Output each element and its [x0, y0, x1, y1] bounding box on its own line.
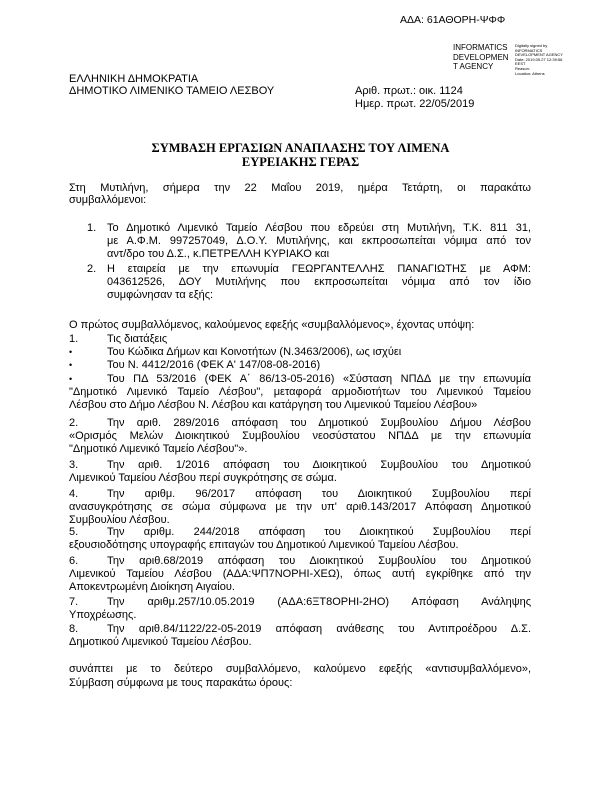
consideration-line: Του Ν. 4412/2016 (ΦΕΚ Α' 147/08-08-2016) — [107, 359, 321, 371]
consideration-line: Δημοτικού Λιμενικού Ταμείου Λέσβου. — [69, 636, 252, 648]
consideration-marker: 6. — [69, 555, 79, 567]
party-line: Η εταιρεία με την επωνυμία ΓΕΩΡΓΑΝΤΕΛΛΗΣ ΠΑΝΑΓΙΩΤΗΣ με ΑΦΜ: — [107, 263, 531, 275]
consideration-line: Την αριθμ. 96/2017 απόφαση του Διοικητικού Συμβουλίου περί — [107, 488, 531, 500]
stamp-agency-line: DEVELOPMEN — [453, 52, 509, 62]
ada-code: ΑΔΑ: 61ΑΘΟΡΗ-ΨΦΦ — [400, 14, 506, 26]
contract-title-line-1: ΣΥΜΒΑΣΗ ΕΡΓΑΣΙΩΝ ΑΝΑΠΛΑΣΗΣ ΤΟΥ ΛΙΜΕΝΑ — [151, 141, 450, 155]
closing-line: Σύμβαση σύμφωνα με τους παρακάτω όρους: — [69, 677, 293, 689]
party-number: 1. — [87, 222, 97, 234]
bullet-icon: • — [69, 347, 73, 357]
stamp-agency-line: T AGENCY — [453, 62, 494, 71]
stamp-detail-line: INFORMATICS DEVELOPMENT AGENCY — [515, 47, 563, 58]
consideration-marker: 5. — [69, 526, 79, 538]
digital-signature-stamp — [453, 43, 563, 83]
consideration-marker: 3. — [69, 459, 79, 471]
consideration-marker: 1. — [69, 333, 79, 345]
party-line: αντ/δρο του Δ.Σ., κ.ΠΕΤΡΕΛΛΗ ΚΥΡΙΑΚΟ και — [107, 248, 330, 260]
protocol-date: Ημερ. πρωτ. 22/05/2019 — [355, 98, 475, 110]
consideration-line: Του Κώδικα Δήμων και Κοινοτήτων (Ν.3463/2006), ως ισχύει — [107, 346, 402, 358]
party-line: 043612526, ΔΟΥ Μυτιλήνης που εκπροσωπείται νόμιμα από τον ίδιο — [107, 276, 531, 288]
consideration-line: εξουσιοδότησης υπογραφής επιταγών του Δημοτικού Λιμενικού Ταμείου Λέσβου. — [69, 539, 459, 551]
consideration-line: Τις διατάξεις — [107, 333, 168, 345]
consideration-line: «Ορισμός Μελών Διοικητικού Συμβουλίου νεοσύστατου ΝΠΔΔ με την επωνυμία — [69, 430, 531, 442]
consideration-line: Την αριθμ.257/10.05.2019 (ΑΔΑ:6ΞΤ8ΟΡΗΙ-2ΗΟ) Απόφαση Ανάληψης — [107, 596, 531, 608]
consideration-line: Την αριθ. 289/2016 απόφαση του Δημοτικού Συμβουλίου Δήμου Λέσβου — [107, 417, 531, 429]
consideration-line: Υποχρέωσης. — [69, 609, 137, 621]
consideration-line: Του ΠΔ 53/2016 (ΦΕΚ Α΄ 86/13-05-2016) «Σύσταση ΝΠΔΔ με την επωνυμία — [107, 373, 531, 385]
consideration-line: "Δημοτικό Λιμενικό Ταμείο Λέσβου"». — [69, 443, 248, 455]
bullet-icon: • — [69, 360, 73, 370]
party-number: 2. — [87, 263, 97, 275]
consideration-line: Την αριθ.68/2019 απόφαση του Διοικητικού Συμβουλίου του Δημοτικού — [107, 555, 531, 567]
stamp-detail-line: Reason: — [515, 65, 530, 71]
intro-line: Στη Μυτιλήνη, σήμερα την 22 Μαΐου 2019, ημέρα Τετάρτη, οι παρακάτω — [69, 182, 531, 194]
consideration-line: Την αριθμ. 244/2018 απόφαση του Διοικητικού Συμβουλίου περί — [107, 526, 531, 538]
consideration-line: "Δημοτικό Λιμενικό Ταμείο Λέσβου", μεταφορά αρμοδιοτήτων του Λιμενικού Ταμείου — [69, 386, 531, 398]
closing-line: συνάπτει με το δεύτερο συμβαλλόμενο, καλούμενο εφεξής «αντισυμβαλλόμενο», — [69, 663, 531, 675]
party-line: συμφώνησαν τα εξής: — [107, 289, 214, 301]
consideration-line: Την αριθ.84/1122/22-05-2019 απόφαση ανάθεσης του Αντιπροέδρου Δ.Σ. — [107, 623, 531, 635]
intro-line: συμβαλλόμενοι: — [69, 194, 147, 206]
stamp-agency-line: INFORMATICS — [453, 43, 508, 52]
considering-intro: Ο πρώτος συμβαλλόμενος, καλούμενος εφεξής «συμβαλλόμενος», έχοντας υπόψη: — [69, 319, 475, 331]
stamp-detail-line: Location: Athens — [515, 70, 545, 76]
stamp-detail-line: Digitally signed by — [515, 43, 548, 48]
consideration-line: Την αριθ. 1/2016 απόφαση του Διοικητικού Συμβουλίου του Δημοτικού — [107, 459, 531, 471]
consideration-line: Λιμενικού Ταμείου Λέσβου περί συγκρότησης σε σώμα. — [69, 472, 337, 484]
republic-label: ΕΛΛΗΝΙΚΗ ΔΗΜΟΚΡΑΤΙΑ — [69, 73, 199, 85]
party-line: Το Δημοτικό Λιμενικό Ταμείο Λέσβου που εδρεύει στη Μυτιλήνη, Τ.Κ. 811 31, — [107, 222, 531, 234]
contract-title-line-2: ΕΥΡΕΙΑΚΗΣ ΓΕΡΑΣ — [241, 155, 360, 169]
party-line: με Α.Φ.Μ. 997257049, Δ.Ο.Υ. Μυτιλήνης, και εκπροσωπείται νόμιμα από τον — [107, 235, 531, 247]
protocol-number: Αριθ. πρωτ.: οικ. 1124 — [355, 85, 463, 97]
stamp-detail-line: Date: 2019.05.27 12:39:56 EEST — [515, 56, 563, 67]
consideration-marker: 2. — [69, 417, 79, 429]
consideration-line: Αποκεντρωμένη Διοίκηση Αιγαίου. — [69, 581, 235, 593]
consideration-marker: 4. — [69, 488, 79, 500]
consideration-line: Λέσβου στο Δήμο Λέσβου Ν. Λέσβου και κατάργηση του Λιμενικού Ταμείου Λέσβου» — [69, 399, 478, 411]
consideration-marker: 8. — [69, 623, 79, 635]
consideration-line: ανασυγκρότησης σε σώμα σύμφωνα με την υπ' αριθ.143/2017 Απόφαση Δημοτικού — [69, 501, 531, 513]
consideration-line: Λιμενικού Ταμείου Λέσβου (ΑΔΑ:ΨΠ7ΝΟΡΗΙ-ΧΕΩ), όπως αυτή εγκρίθηκε από την — [69, 568, 531, 580]
fund-name: ΔΗΜΟΤΙΚΟ ΛΙΜΕΝΙΚΟ ΤΑΜΕΙΟ ΛΕΣΒΟΥ — [69, 85, 275, 97]
consideration-line: Συμβουλίου Λέσβου. — [69, 514, 170, 526]
bullet-icon: • — [69, 374, 73, 384]
consideration-marker: 7. — [69, 596, 79, 608]
